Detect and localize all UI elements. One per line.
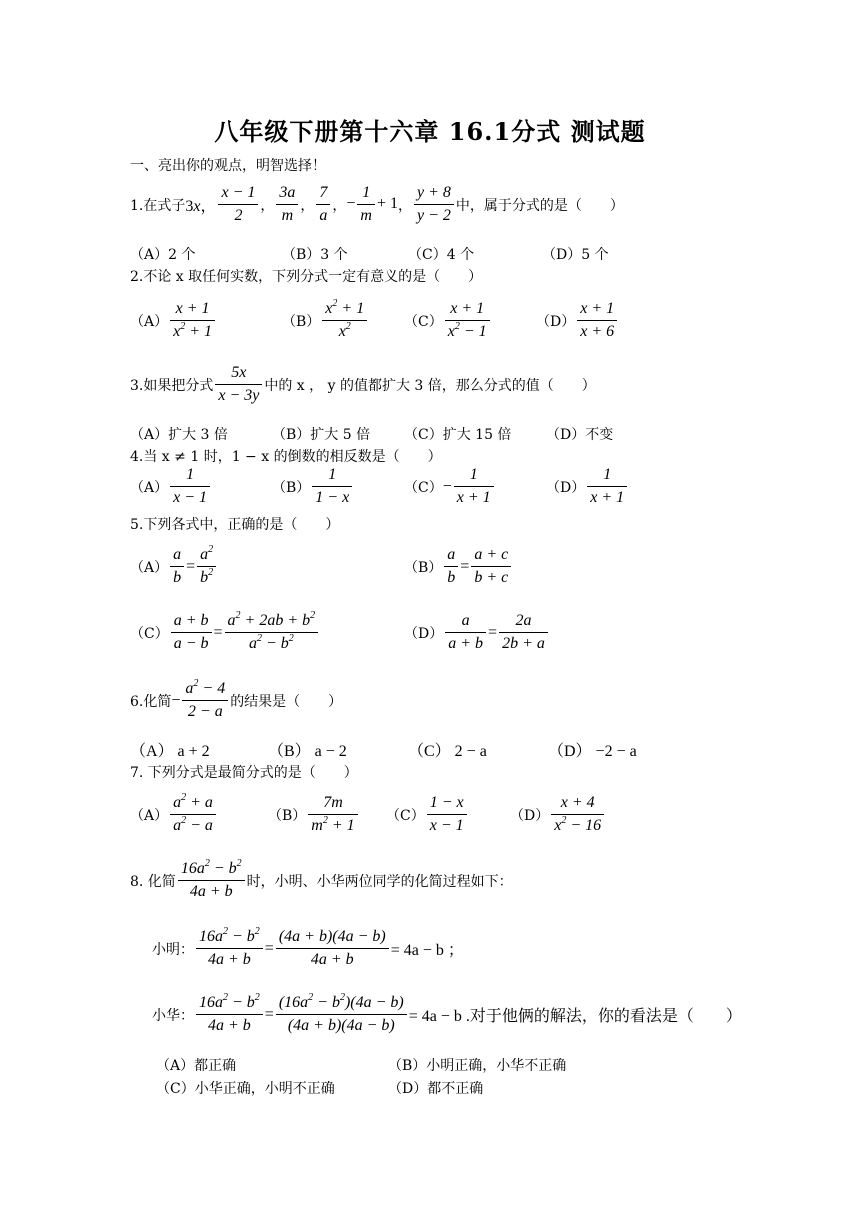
q5-option-b: （B） $\frac{a}{b}$ = $\frac{a + c}{b + c}$ [404, 544, 513, 589]
xiaohua-label: 小华： [152, 1007, 194, 1024]
frac-7-over-a: $\frac{7}{a}$ [316, 182, 330, 227]
q6-option-d: （D） −2 − a [548, 743, 637, 760]
xiaohua-result: = 4a − b .对于他俩的解法，你的看法是（ ） [408, 1008, 742, 1025]
frac-q4c: $\frac{1}{x + 1}$ [454, 464, 494, 509]
q4-label-d: （D） [546, 479, 586, 496]
q7-option-b [268, 792, 360, 837]
q3-option-c: （C）扩大 15 倍 [404, 427, 512, 443]
q7-label-c: （C） [386, 807, 425, 824]
q2-label-b: （B） [282, 313, 321, 330]
frac-q5c: $\frac{a^2 + 2ab + b^2}{a^2 - b^2}$ [225, 610, 319, 655]
q1-option-a: （A）2 个 [130, 247, 196, 263]
q5-option-c: （C） $\frac{a + b}{a - b}$ = $\frac{a^2 + 2ab + b^2}{a^2 - b^2}$ [130, 610, 320, 655]
q6-option-a: （A） a + 2 [130, 743, 210, 760]
xiaoming-step: $\frac{(4a + b)(4a - b)}{4a + b}$ [276, 926, 389, 971]
frac-3a-over-m: $\frac{3a}{m}$ [276, 182, 298, 227]
question-8 [130, 858, 513, 903]
frac-y-plus-8-over-y-minus-2: $\frac{y + 8}{y - 2}$ [414, 182, 454, 227]
q4-option-b [272, 464, 354, 509]
q3-option-d: （D）不变 [546, 427, 614, 443]
q4-option-c: （C） − $\frac{1}{x + 1}$ [404, 464, 496, 509]
xiaoming-result: = 4a − b ； [390, 942, 464, 959]
q5-option-d: （D） $\frac{a}{a + b}$ = $\frac{2a}{2b + a}$ [404, 610, 550, 655]
frac-q5b: $\frac{a + c}{b + c}$ [471, 544, 511, 589]
question-1: 1.在式子 3x， $\frac{x - 1}{2}$ ， $\frac{3a}{m}$ ， $\frac{7}{a}$ ， − $\frac{1}{m}$ + 1 ， $\frac{y + 8}{y - 2}$ 中，属于分式的是（ ） [130, 182, 624, 227]
q1-prefix: 1.在式子 [130, 197, 186, 214]
q1-option-d: （D）5 个 [542, 247, 609, 263]
frac-q7c: $\frac{1 - x}{x - 1}$ [427, 792, 467, 837]
q6-option-c: （C） 2 − a [408, 743, 487, 760]
q4-label-c: （C） [404, 479, 443, 496]
q2-stem: 2.不论 x 取任何实数，下列分式一定有意义的是（ ） [130, 269, 483, 285]
frac-q7d: $\frac{x + 4}{x^2 - 16}$ [551, 792, 604, 837]
q1-suffix: 中，属于分式的是（ ） [455, 197, 624, 214]
expr-3x: 3x， [185, 198, 217, 215]
q4-option-a [130, 464, 212, 509]
q2-label-c: （C） [404, 313, 443, 330]
frac-q2b: $\frac{x^2 + 1}{x^2}$ [322, 298, 367, 343]
q1-option-b: （B）3 个 [282, 247, 348, 263]
q4-stem: 4.当 x ≠ 1 时，1 − x 的倒数的相反数是（ ） [130, 449, 442, 465]
q7-option-a [130, 792, 218, 837]
question-6: 6.化简 − $\frac{a^2 - 4}{2 - a}$ 的结果是（ ） [130, 678, 342, 723]
q5-stem: 5.下列各式中，正确的是（ ） [130, 517, 340, 533]
frac-q2d: $\frac{x + 1}{x + 6}$ [577, 298, 617, 343]
q8-option-c: （C）小华正确，小明不正确 [156, 1081, 335, 1097]
q2-option-b [282, 298, 369, 343]
q2-label-d: （D） [536, 313, 576, 330]
q3-option-b: （B）扩大 5 倍 [272, 427, 371, 443]
frac-q8: $\frac{16a^2 - b^2}{4a + b}$ [178, 858, 245, 903]
q6-option-b: （B） a − 2 [268, 743, 347, 760]
q7-label-a: （A） [130, 807, 169, 824]
q2-option-d [536, 298, 619, 343]
frac-q7b: $\frac{7m}{m^2 + 1}$ [308, 792, 357, 837]
q5-label-b: （B） [404, 559, 443, 576]
frac-5x-over-x-minus-3y: $\frac{5x}{x - 3y}$ [215, 362, 262, 407]
xiaoming-solution: 小明： $\frac{16a^2 - b^2}{4a + b}$ = $\frac{(4a + b)(4a - b)}{4a + b}$ = 4a − b ； [152, 926, 464, 971]
q3-suffix: 中的 x ， y 的值都扩大 3 倍，那么分式的值（ ） [264, 377, 596, 394]
frac-q6: $\frac{a^2 - 4}{2 - a}$ [182, 678, 228, 723]
frac-q2a: $\frac{x + 1}{x^2 + 1}$ [170, 298, 215, 343]
frac-q5a: $\frac{a^2}{b^2}$ [197, 544, 216, 589]
page-title: 八年级下册第十六章 16.1分式 测试题 [214, 117, 646, 146]
q4-label-b: （B） [272, 479, 311, 496]
frac-q2c: $\frac{x + 1}{x^2 - 1}$ [445, 298, 490, 343]
q2-label-a: （A） [130, 313, 169, 330]
expr-neg-1-over-m-plus-1: − $\frac{1}{m}$ + 1 [346, 184, 399, 224]
q7-stem: 7. 下列分式是最简分式的是（ ） [130, 765, 358, 781]
q8-option-a: （A）都正确 [156, 1058, 237, 1074]
q5-label-c: （C） [130, 625, 169, 642]
q5-label-a: （A） [130, 559, 169, 576]
frac-q4d: $\frac{1}{x + 1}$ [587, 464, 627, 509]
xiaohua-step: $\frac{(16a^2 - b^2)(4a - b)}{(4a + b)(4a - b)}$ [276, 992, 407, 1037]
q7-option-d [510, 792, 606, 837]
q8-option-b: （B）小明正确，小华不正确 [388, 1058, 567, 1074]
frac-x-minus-1-over-2: $\frac{x - 1}{2}$ [218, 182, 258, 227]
xiaoming-label: 小明： [152, 941, 194, 958]
q5-label-d: （D） [404, 625, 444, 642]
question-3 [130, 362, 596, 407]
q8-suffix: 时，小明、小华两位同学的化简过程如下： [246, 873, 513, 890]
q6-prefix: 6.化简 [130, 693, 172, 710]
xiaohua-solution: 小华： $\frac{16a^2 - b^2}{4a + b}$ = $\frac{(16a^2 - b^2)(4a - b)}{(4a + b)(4a - b)}$ = 4a − b .对于他俩的解法，你的看法是（ ） [152, 992, 742, 1037]
q3-option-a: （A）扩大 3 倍 [130, 427, 228, 443]
q8-option-d: （D）都不正确 [388, 1081, 484, 1097]
q7-label-b: （B） [268, 807, 307, 824]
frac-q7a: $\frac{a^2 + a}{a^2 - a}$ [170, 792, 216, 837]
frac-q4b: $\frac{1}{1 - x}$ [312, 464, 352, 509]
q4-option-d [546, 464, 629, 509]
q6-suffix: 的结果是（ ） [230, 693, 343, 710]
q2-option-c [404, 298, 492, 343]
q8-prefix: 8. 化简 [130, 873, 176, 890]
q1-option-c: （C）4 个 [408, 247, 475, 263]
q3-prefix: 3.如果把分式 [130, 377, 214, 394]
q5-option-a: （A） $\frac{a}{b}$ = $\frac{a^2}{b^2}$ [130, 544, 218, 589]
q2-option-a [130, 298, 217, 343]
section-heading: 一、亮出你的观点，明智选择！ [130, 158, 326, 174]
q7-label-d: （D） [510, 807, 550, 824]
frac-q4a: $\frac{1}{x - 1}$ [170, 464, 210, 509]
q4-label-a: （A） [130, 479, 169, 496]
q7-option-c [386, 792, 469, 837]
frac-q5d: $\frac{2a}{2b + a}$ [499, 610, 548, 655]
